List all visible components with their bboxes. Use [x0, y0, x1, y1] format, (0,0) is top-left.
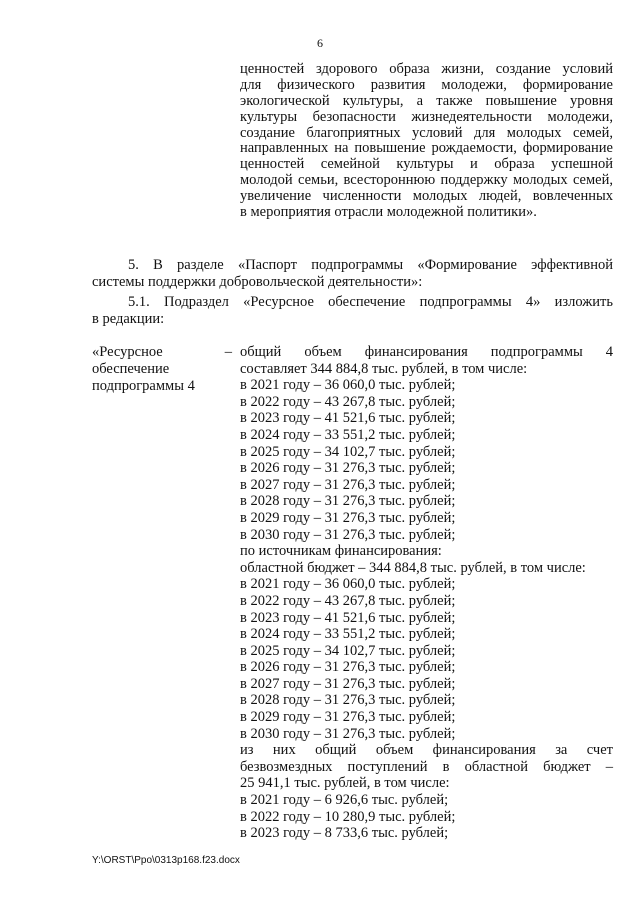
year-total-line: в 2022 году – 43 267,8 тыс. рублей;: [240, 393, 456, 410]
year-regional-line: в 2026 году – 31 276,3 тыс. рублей;: [240, 659, 456, 676]
regional-budget-line: областной бюджет – 344 884,8 тыс. рублей, в том числе:: [240, 559, 586, 576]
year-regional-line: в 2024 году – 33 551,2 тыс. рублей;: [240, 626, 456, 643]
resource-details: [240, 344, 613, 842]
goal-text-line: ценностей семейной культуры и образа успешной: [240, 156, 613, 173]
goal-text-block: [240, 62, 613, 221]
file-path-footer: Y:\ORST\Ppo\0313p168.f23.docx: [92, 855, 240, 866]
section-5-paragraph: [92, 257, 613, 291]
goal-text-line: экологической культуры, а также повышение уровня: [240, 92, 613, 109]
year-regional-line: в 2028 году – 31 276,3 тыс. рублей;: [240, 692, 456, 709]
total-funding-line: общий объем финансирования подпрограммы 4: [240, 344, 613, 360]
year-total-line: в 2023 году – 41 521,6 тыс. рублей;: [240, 410, 456, 427]
year-total-line: в 2027 году – 31 276,3 тыс. рублей;: [240, 476, 456, 493]
goal-text-line: для физического развития молодежи, формирование: [240, 76, 613, 93]
year-gratuitous-line: в 2021 году – 6 926,6 тыс. рублей;: [240, 792, 449, 809]
year-total-line: в 2025 году – 34 102,7 тыс. рублей;: [240, 443, 456, 460]
year-regional-line: в 2029 году – 31 276,3 тыс. рублей;: [240, 709, 456, 726]
resource-label: [92, 344, 232, 395]
goal-text-line: направленных на повышение рождаемости, формирование: [240, 140, 613, 157]
year-total-line: в 2030 году – 31 276,3 тыс. рублей;: [240, 526, 456, 543]
goal-text-line: увеличение численности молодых людей, вовлеченных: [240, 188, 613, 205]
year-total-line: в 2029 году – 31 276,3 тыс. рублей;: [240, 509, 456, 526]
year-regional-line: в 2023 году – 41 521,6 тыс. рублей;: [240, 609, 456, 626]
year-regional-line: в 2021 году – 36 060,0 тыс. рублей;: [240, 576, 456, 593]
year-regional-line: в 2030 году – 31 276,3 тыс. рублей;: [240, 725, 456, 742]
year-total-line: в 2026 году – 31 276,3 тыс. рублей;: [240, 460, 456, 477]
section-5-1-paragraph: [92, 294, 613, 328]
gratuitous-line: безвозмездных поступлений в областной бюджет –: [240, 758, 613, 775]
resource-dash: –: [224, 344, 232, 360]
by-sources-line: по источникам финансирования:: [240, 543, 442, 560]
goal-text-line: в мероприятия отрасли молодежной политики».: [240, 204, 537, 221]
total-funding-line: составляет 344 884,8 тыс. рублей, в том числе:: [240, 360, 528, 377]
year-regional-line: в 2027 году – 31 276,3 тыс. рублей;: [240, 675, 456, 692]
section-5-1-line: 5.1. Подраздел «Ресурсное обеспечение подпрограммы 4» изложить: [128, 294, 613, 310]
year-total-line: в 2021 году – 36 060,0 тыс. рублей;: [240, 377, 456, 394]
goal-text-line: культуры безопасности жизнедеятельности молодежи,: [240, 108, 613, 125]
year-total-line: в 2024 году – 33 551,2 тыс. рублей;: [240, 426, 456, 443]
year-gratuitous-line: в 2022 году – 10 280,9 тыс. рублей;: [240, 808, 456, 825]
gratuitous-line: 25 941,1 тыс. рублей, в том числе:: [240, 775, 450, 792]
goal-text-line: создание благоприятных условий для молодых семей,: [240, 124, 613, 141]
section-5-line: 5. В разделе «Паспорт подпрограммы «Формирование эффективной: [128, 257, 613, 273]
year-gratuitous-line: в 2023 году – 8 733,6 тыс. рублей;: [240, 825, 449, 842]
goal-text-line: молодой семьи, всестороннюю поддержку молодых семей,: [240, 172, 613, 189]
resource-label-line: обеспечение: [92, 361, 170, 377]
resource-label-line: «Ресурсное: [92, 344, 163, 360]
goal-text-line: ценностей здорового образа жизни, создание условий: [240, 61, 613, 77]
page-number: 6: [317, 36, 323, 50]
section-5-1-line: в редакции:: [92, 311, 165, 327]
gratuitous-line: из них общий объем финансирования за счет: [240, 742, 613, 759]
year-regional-line: в 2025 году – 34 102,7 тыс. рублей;: [240, 642, 456, 659]
year-total-line: в 2028 году – 31 276,3 тыс. рублей;: [240, 493, 456, 510]
year-regional-line: в 2022 году – 43 267,8 тыс. рублей;: [240, 592, 456, 609]
section-5-line: системы поддержки добровольческой деятельности»:: [92, 274, 423, 290]
resource-label-line: подпрограммы 4: [92, 378, 195, 394]
